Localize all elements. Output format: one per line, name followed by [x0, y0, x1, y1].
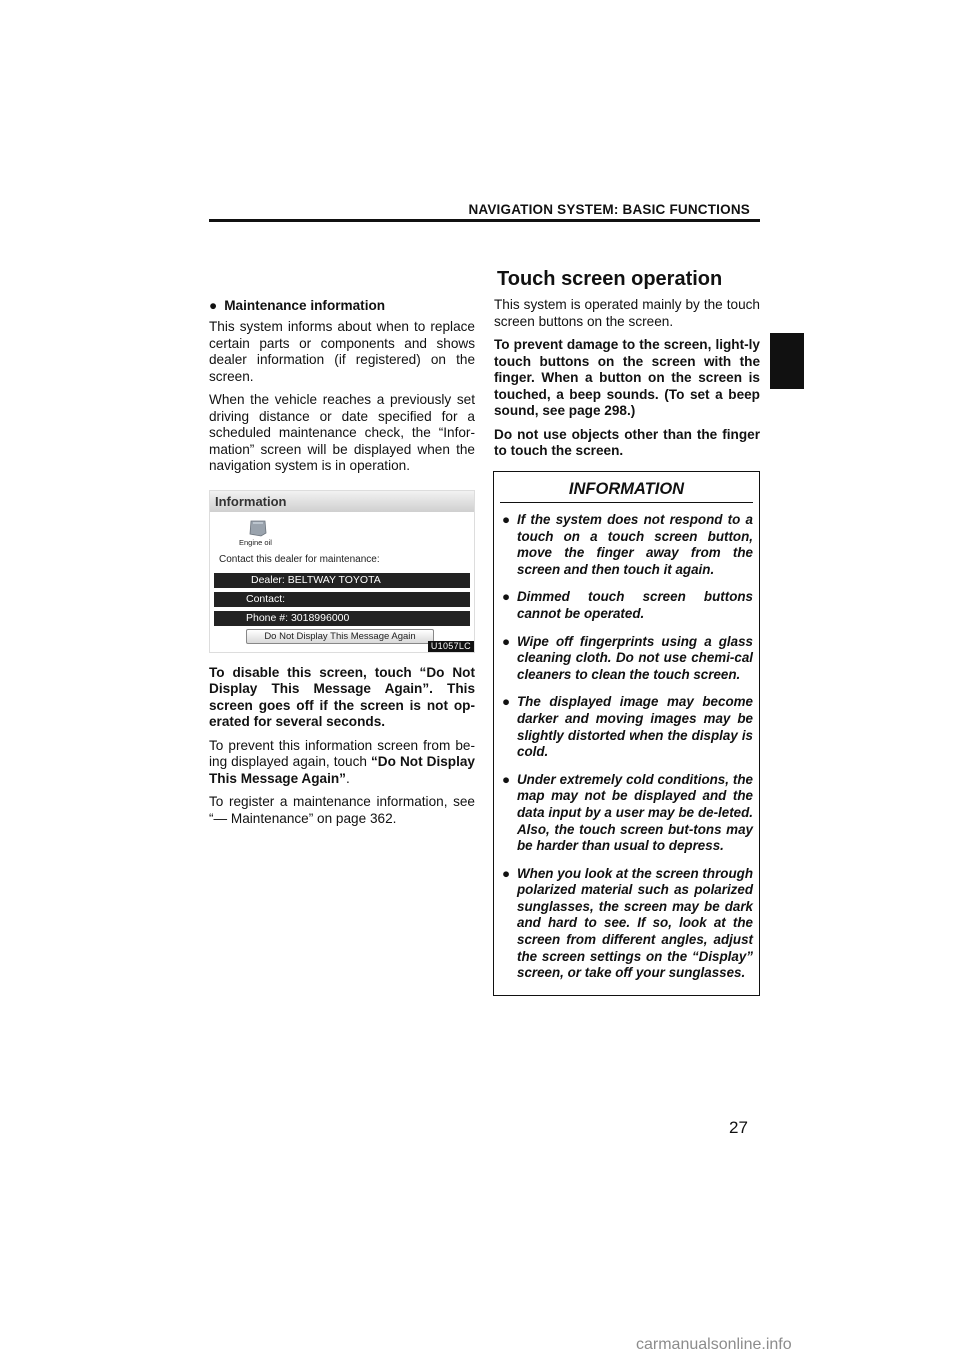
page-number: 27 — [729, 1118, 748, 1137]
information-screen-illustration — [209, 490, 475, 653]
dealer-row: Dealer: BELTWAY TOYOTA — [214, 573, 470, 588]
prevent-display-para — [209, 738, 475, 788]
touch-para-3: Do not use objects other than the finger to touch the screen. — [494, 426, 760, 458]
information-item — [502, 589, 753, 622]
information-item-text: If the system does not respond to a touch on a touch screen button, move the finger away from the screen and then touch it again. — [517, 512, 753, 577]
left-column — [209, 297, 475, 834]
information-item — [502, 694, 753, 760]
maintenance-heading — [209, 298, 475, 313]
watermark: carmanualsonline.info — [636, 1336, 792, 1353]
information-item-text: Dimmed touch screen buttons cannot be operated. — [517, 589, 753, 621]
touch-para-1: This system is operated mainly by the touch screen buttons on the screen. — [494, 297, 760, 329]
information-title: INFORMATION — [568, 480, 685, 498]
bullet-icon: ● — [502, 633, 511, 649]
maintenance-para-2: When the vehicle reaches a previously set driving distance or date specified for a scheduled maintenance check, the “Infor-mation” screen will be displayed when the navigation system is in operation. — [209, 392, 475, 473]
bullet-icon: ● — [502, 589, 511, 605]
prevent-display-button-ref: “Do Not Display This Message Again” — [209, 754, 475, 786]
bullet-icon: ● — [502, 771, 511, 787]
figure-code: U1057LC — [428, 641, 474, 652]
right-column — [494, 297, 760, 467]
information-box — [493, 471, 760, 996]
prevent-display-end: . — [345, 770, 350, 786]
engine-oil-icon — [248, 519, 268, 537]
phone-row: Phone #: 3018996000 — [214, 611, 470, 626]
information-item-text: The displayed image may become darker and moving images may be slightly distorted when the display is cold. — [517, 694, 753, 760]
register-maintenance-para: To register a maintenance information, see “— Maintenance” on page 362. — [209, 794, 475, 826]
touch-para-2: To prevent damage to the screen, light-ly touch buttons on the screen with the finger. When a button on the screen is touched, a beep sounds. (To set a beep sound, see page 298.) — [494, 337, 760, 418]
bullet-icon: ● — [502, 865, 511, 881]
information-item — [502, 866, 753, 982]
disable-screen-para: To disable this screen, touch “Do Not Display This Message Again”. This screen goes off if the screen is not op-erated for several seconds. — [209, 664, 475, 729]
contact-dealer-text: Contact this dealer for maintenance: — [219, 553, 380, 565]
maintenance-heading-text: Maintenance information — [224, 298, 386, 313]
contact-row: Contact: — [214, 592, 470, 607]
chapter-tab — [770, 333, 804, 389]
information-item — [502, 772, 753, 855]
bullet-icon: ● — [209, 298, 218, 313]
information-item-text: When you look at the screen through polarized material such as polarized sunglasses, the screen may be dark and hard to see. If so, look at the screen from different angles, adjust the screen settings on the “Display” screen, or take off your sunglasses. — [517, 865, 753, 981]
information-item — [502, 634, 753, 684]
information-rule — [500, 502, 753, 503]
screen-title: Information — [210, 491, 474, 512]
information-item-text: Wipe off fingerprints using a glass cleaning cloth. Do not use chemi-cal cleaners to clean the touch screen. — [517, 633, 753, 682]
bullet-icon: ● — [502, 512, 511, 527]
information-item-text: Under extremely cold conditions, the map may not be displayed and the data input by a user may be de-leted. Also, the touch screen but-tons may be harder than usual to depress. — [517, 771, 753, 854]
maintenance-para-1: This system informs about when to replace certain parts or components and shows dealer information (if registered) on the screen. — [209, 319, 475, 384]
information-item — [502, 512, 753, 578]
running-header: NAVIGATION SYSTEM: BASIC FUNCTIONS — [468, 202, 750, 217]
information-list — [494, 512, 759, 982]
bullet-icon: ● — [502, 694, 511, 710]
section-title: Touch screen operation — [497, 268, 723, 290]
prevent-display-text: To prevent this information screen from be-ing displayed again, touch — [209, 737, 475, 769]
do-not-display-button[interactable]: Do Not Display This Message Again — [246, 629, 434, 644]
header-rule — [209, 219, 760, 222]
engine-oil-label: Engine oil — [239, 537, 272, 547]
